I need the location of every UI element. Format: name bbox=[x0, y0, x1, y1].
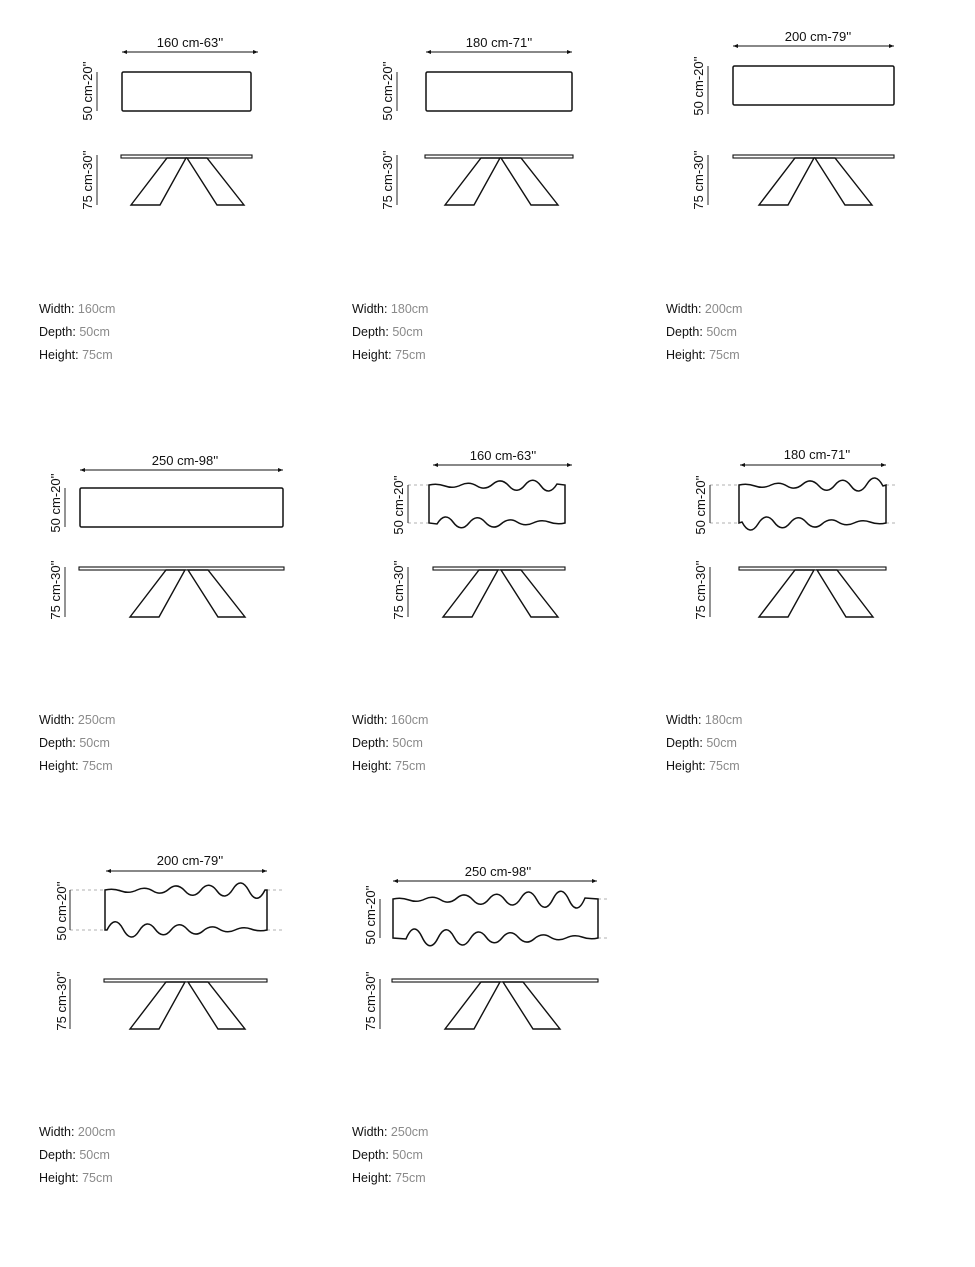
arrowhead-icon bbox=[393, 879, 398, 883]
height-dimension-label: 75 cm-30'' bbox=[363, 971, 378, 1031]
depth-dimension-label: 50 cm-20'' bbox=[691, 56, 706, 116]
spec-label: Width: bbox=[666, 302, 702, 316]
spec-label: Width: bbox=[39, 1125, 75, 1139]
height-dimension-label: 75 cm-30'' bbox=[691, 150, 706, 210]
spec-label: Depth: bbox=[666, 736, 703, 750]
spec-value: 250cm bbox=[77, 713, 116, 727]
table-leg bbox=[445, 982, 500, 1029]
spec-value: 160cm bbox=[77, 302, 116, 316]
spec-label: Height: bbox=[39, 1171, 79, 1185]
spec-height bbox=[352, 1167, 428, 1190]
spec-label: Height: bbox=[39, 348, 79, 362]
spec-value: 75cm bbox=[82, 1171, 113, 1185]
spec-label: Depth: bbox=[39, 1148, 76, 1162]
spec-value: 180cm bbox=[390, 302, 429, 316]
arrowhead-icon bbox=[592, 879, 597, 883]
spec-value: 75cm bbox=[82, 759, 113, 773]
spec-value: 50cm bbox=[79, 1148, 110, 1162]
width-dimension-label: 180 cm-71'' bbox=[465, 35, 533, 50]
spec-value: 50cm bbox=[392, 325, 423, 339]
height-dimension-label: 75 cm-30'' bbox=[54, 971, 69, 1031]
spec-value: 200cm bbox=[77, 1125, 116, 1139]
spec-value: 160cm bbox=[390, 713, 429, 727]
spec-value: 50cm bbox=[79, 736, 110, 750]
spec-label: Width: bbox=[39, 713, 75, 727]
spec-value: 50cm bbox=[706, 325, 737, 339]
width-dimension-label: 250 cm-98'' bbox=[464, 864, 532, 879]
spec-label: Width: bbox=[666, 713, 702, 727]
depth-dimension-label: 50 cm-20'' bbox=[363, 885, 378, 945]
spec-value: 50cm bbox=[79, 325, 110, 339]
spec-value: 250cm bbox=[390, 1125, 429, 1139]
spec-label: Width: bbox=[352, 1125, 388, 1139]
spec-value: 75cm bbox=[395, 1171, 426, 1185]
width-dimension-label: 250 cm-98'' bbox=[151, 453, 219, 468]
width-dimension-label: 160 cm-63'' bbox=[156, 35, 224, 50]
depth-dimension-label: 50 cm-20'' bbox=[380, 61, 395, 121]
width-dimension-label: 200 cm-79'' bbox=[784, 29, 852, 44]
spec-label: Depth: bbox=[39, 736, 76, 750]
spec-value: 75cm bbox=[395, 759, 426, 773]
spec-label: Depth: bbox=[352, 736, 389, 750]
height-dimension-label: 75 cm-30'' bbox=[80, 150, 95, 210]
spec-value: 75cm bbox=[709, 759, 740, 773]
spec-label: Depth: bbox=[39, 325, 76, 339]
width-dimension-label: 180 cm-71'' bbox=[783, 447, 851, 462]
depth-dimension-label: 50 cm-20'' bbox=[693, 475, 708, 535]
width-dimension-label: 200 cm-79'' bbox=[156, 853, 224, 868]
spec-value: 180cm bbox=[704, 713, 743, 727]
spec-label: Height: bbox=[352, 759, 392, 773]
spec-label: Height: bbox=[666, 759, 706, 773]
depth-dimension-label: 50 cm-20'' bbox=[48, 473, 63, 533]
spec-value: 75cm bbox=[395, 348, 426, 362]
spec-value: 75cm bbox=[82, 348, 113, 362]
spec-value: 75cm bbox=[709, 348, 740, 362]
height-dimension-label: 75 cm-30'' bbox=[48, 560, 63, 620]
spec-label: Height: bbox=[666, 348, 706, 362]
spec-value: 50cm bbox=[392, 1148, 423, 1162]
spec-label: Depth: bbox=[666, 325, 703, 339]
height-dimension-label: 75 cm-30'' bbox=[391, 560, 406, 620]
spec-depth bbox=[352, 1144, 428, 1167]
spec-list bbox=[352, 1121, 428, 1190]
depth-dimension-label: 50 cm-20'' bbox=[391, 475, 406, 535]
height-dimension-label: 75 cm-30'' bbox=[380, 150, 395, 210]
spec-label: Depth: bbox=[352, 325, 389, 339]
spec-value: 200cm bbox=[704, 302, 743, 316]
width-dimension-label: 160 cm-63'' bbox=[469, 448, 537, 463]
depth-dimension-label: 50 cm-20'' bbox=[80, 61, 95, 121]
spec-label: Depth: bbox=[352, 1148, 389, 1162]
height-dimension-label: 75 cm-30'' bbox=[693, 560, 708, 620]
spec-label: Height: bbox=[352, 348, 392, 362]
tabletop-top-view bbox=[393, 891, 598, 946]
depth-dimension-label: 50 cm-20'' bbox=[54, 881, 69, 941]
spec-width bbox=[352, 1121, 428, 1144]
spec-label: Width: bbox=[352, 302, 388, 316]
spec-value: 50cm bbox=[392, 736, 423, 750]
spec-label: Width: bbox=[39, 302, 75, 316]
spec-value: 50cm bbox=[706, 736, 737, 750]
spec-label: Height: bbox=[39, 759, 79, 773]
spec-label: Width: bbox=[352, 713, 388, 727]
table-leg bbox=[503, 982, 560, 1029]
spec-label: Height: bbox=[352, 1171, 392, 1185]
